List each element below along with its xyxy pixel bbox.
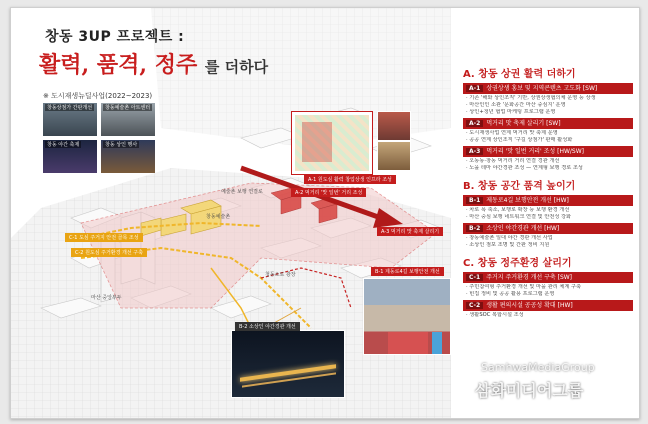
photo-grid xyxy=(43,103,155,173)
item-b2-line: · 창동예술촌 일대 야간 경관 개선 사업 xyxy=(466,235,553,241)
item-b1-line: · 차로 폭 축소, 보행로 확장 등 보행 환경 개선 xyxy=(466,207,570,213)
title-word-residence: 정주 xyxy=(154,52,198,78)
callout-a2: A-2 먹거리 '맛 일번' 거리 조성 xyxy=(291,188,366,197)
photo-caption: ※ 도시재생뉴딜사업(2022~2023) xyxy=(43,92,153,100)
item-c1-line: · 주민참여형 주거환경 개선 및 마을 관리 체계 구축 xyxy=(466,284,582,290)
callout-a3: A-3 먹거리 맛 축제 살리기 xyxy=(377,227,443,236)
label-arts-village: 창동예술촌 xyxy=(206,214,231,220)
item-a1-line: · 마산인인 소관 '문화공간 마산 중심지' 운영 xyxy=(466,102,566,108)
item-a2: A-2 먹거리 맛 축제 살리기 [SW] xyxy=(463,118,633,129)
label-central-pier: 마산 중앙부두 xyxy=(91,295,122,301)
item-c2-line: · 생활SOC 복합시설 조성 xyxy=(466,312,524,318)
inset-map-a1 xyxy=(291,111,373,175)
label-walkway: 예술촌 보행 연결로 xyxy=(221,189,263,195)
title-tail: 를 더하다 xyxy=(204,58,269,76)
inset-photo-a1b xyxy=(377,141,411,171)
callout-b1: B-1 제동로4길 보행안전 개선 xyxy=(371,267,444,276)
label-plaza: 청동소로 광장 xyxy=(265,272,296,278)
item-a3-line: · 오동동·창동 먹거리 거리 연결 경관 개선 xyxy=(466,158,560,164)
inset-photo-a1 xyxy=(377,111,411,141)
watermark-en: SamhwaMediaGroup xyxy=(481,361,595,374)
item-a1: A-1 상권상생 홍보 및 지역콘텐츠 고도화 [SW] xyxy=(463,83,633,94)
item-a2-line: · 공공 연계 상인조직 '구길 상점가' 판매 활성화 xyxy=(466,137,573,143)
plan-panel xyxy=(463,65,633,319)
inset-photo-b1 xyxy=(363,278,451,355)
section-b-title: B. 창동 공간 품격 높이기 xyxy=(463,181,576,192)
inset-photo-b2 xyxy=(231,330,345,398)
watermark-ko: 삼화미디어그룹 xyxy=(475,381,584,400)
item-b1-line: · 마산 중심 보행 네트워크 연결 및 안전성 강화 xyxy=(466,214,572,220)
item-b1: B-1 제동로4길 보행안전 개선 [HW] xyxy=(463,195,633,206)
item-a3-line: · 노을 테마 야간경관 조성 — 연계형 보행 경로 조성 xyxy=(466,165,583,171)
title-word-dignity: 품격, xyxy=(96,52,148,78)
item-a1-line: · 상인+청년 협업 마케팅 프로그램 운영 xyxy=(466,109,556,115)
callout-a1: A-1 원도심 활력 창업상생 인프라 조성 xyxy=(304,175,396,184)
item-b2: B-2 소상인 야간경관 개선 [HW] xyxy=(463,223,633,234)
title-word-vitality: 활력, xyxy=(39,52,90,78)
photo-1: 창동상점가 간판개선 xyxy=(43,103,97,136)
item-b2-line: · 소상인 점포 조명 및 간판 정비 지원 xyxy=(466,242,550,248)
section-a-title: A. 창동 상권 활력 더하기 xyxy=(463,69,576,80)
photo-4: 창동 상인 행사 xyxy=(101,140,155,173)
item-a1-line: · 기존 '해와 상인조직' 기반, 상권상생협의체 운영 등 상생 xyxy=(466,95,596,101)
project-title xyxy=(39,48,268,79)
item-c2: C-2 생활 편의시설 공공성 확대 [HW] xyxy=(463,300,633,311)
photo-3: 창동 야간 축제 xyxy=(43,140,97,173)
callout-c2: C-2 원도심 주거환경 개선 구축 xyxy=(71,248,147,257)
section-c-title: C. 창동 정주환경 살리기 xyxy=(463,258,572,269)
item-c1-line: · 빈집 정비 및 공공 활용 프로그램 운영 xyxy=(466,291,555,297)
photo-2: 창동예술촌 아트센터 xyxy=(101,103,155,136)
project-subtitle: 창동 3UP 프로젝트 : xyxy=(45,29,185,45)
item-c1: C-1 주거지 주거환경 개선 구축 [SW] xyxy=(463,272,633,283)
item-a3: A-3 먹거리 '맛 일번 거리' 조성 [HW/SW] xyxy=(463,146,633,157)
callout-b2: B-2 소상인 야간경관 개선 xyxy=(235,322,300,331)
callout-c1: C-1 도심 주거지 안전 골목 조성 xyxy=(65,233,143,242)
project-board xyxy=(10,7,640,419)
item-a2-line: · 도시재생사업 연계 먹거리 맛 축제 운영 xyxy=(466,130,558,136)
